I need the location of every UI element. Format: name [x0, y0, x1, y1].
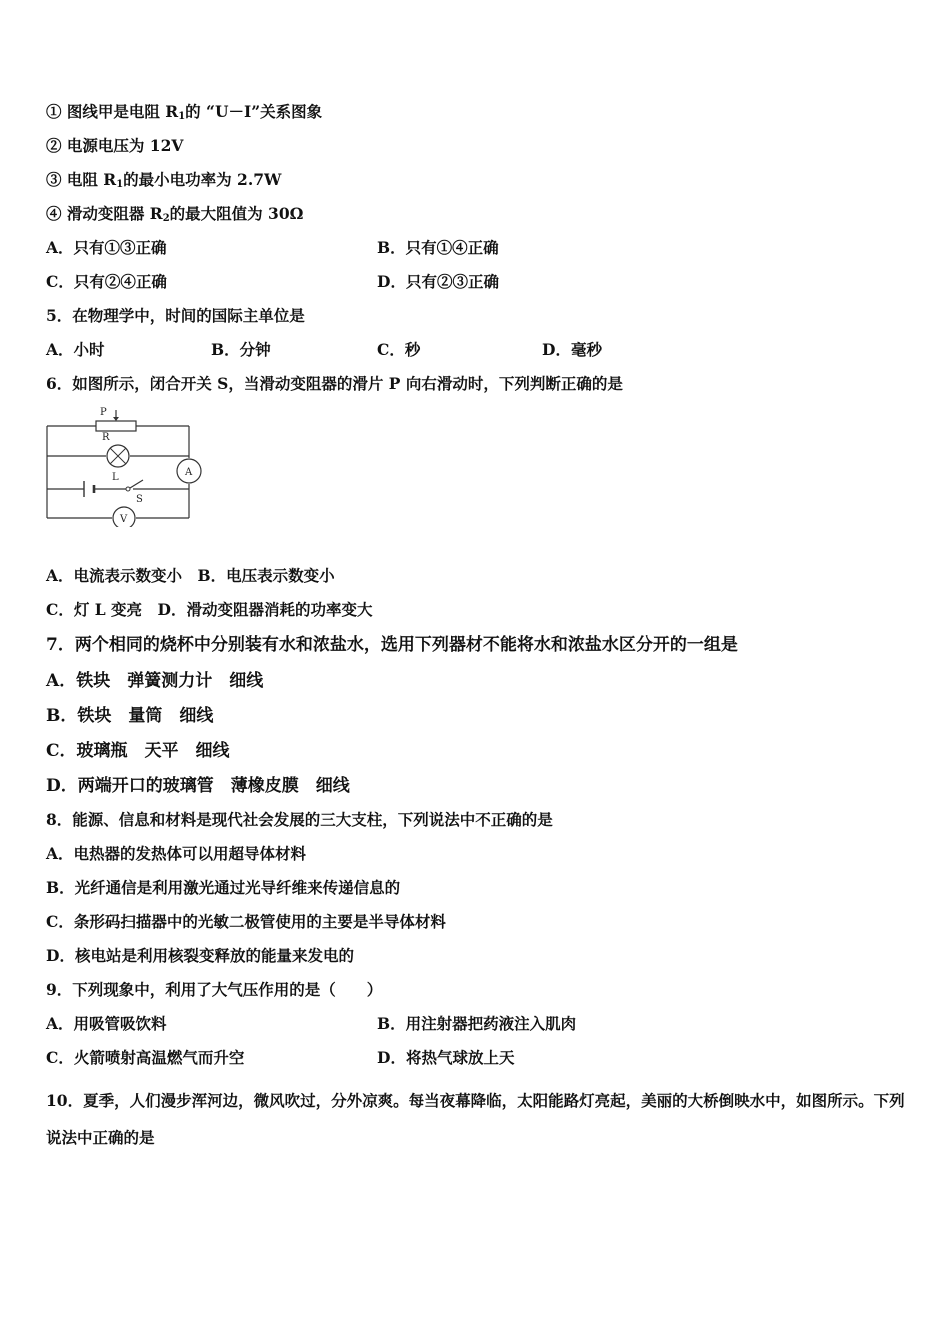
q7-option-d: D．两端开口的玻璃管 薄橡皮膜 细线: [46, 776, 350, 796]
q7-option-c: C．玻璃瓶 天平 细线: [46, 741, 230, 761]
q4-option-a: A．只有①③正确: [46, 238, 167, 257]
q8-option-a: A．电热器的发热体可以用超导体材料: [46, 844, 307, 863]
q7-option-a: A．铁块 弹簧测力计 细线: [46, 671, 264, 691]
q9-option-b: B．用注射器把药液注入肌肉: [377, 1014, 577, 1033]
statement-3: ③ 电阻 $R_1$的最小电功率为 2.7W: [46, 170, 282, 190]
q4-option-b: B．只有①④正确: [377, 238, 499, 257]
battery-symbol: [84, 481, 94, 497]
q8-option-c: C．条形码扫描器中的光敏二极管使用的主要是半导体材料: [46, 912, 446, 931]
label-a: A: [185, 467, 193, 478]
rheostat-symbol: [96, 421, 136, 431]
label-v: V: [120, 514, 128, 525]
q7-stem: 7．两个相同的烧杯中分别装有水和浓盐水，选用下列器材不能将水和浓盐水区分开的一组是: [46, 635, 738, 655]
circuit-diagram: [40, 402, 230, 527]
q4-option-c: C．只有②④正确: [46, 272, 167, 291]
label-p: P: [100, 407, 107, 418]
lamp-symbol: [107, 445, 129, 467]
q8-stem: 8．能源、信息和材料是现代社会发展的三大支柱，下列说法中不正确的是: [46, 810, 553, 829]
q8-option-b: B．光纤通信是利用激光通过光导纤维来传递信息的: [46, 878, 401, 897]
q10-stem: 10．夏季，人们漫步浑河边，微风吹过，分外凉爽。每当夜幕降临，太阳能路灯亮起，美丽的大桥倒映水中，如图所示。下列说法中正确的是: [46, 1091, 905, 1147]
label-l: L: [112, 472, 119, 483]
voltmeter-symbol: [113, 507, 135, 527]
q9-option-d: D．将热气球放上天: [377, 1048, 515, 1067]
q7-option-b: B．铁块 量筒 细线: [46, 706, 214, 726]
label-s: S: [136, 494, 143, 505]
q5-option-c: C．秒: [377, 340, 421, 359]
q9-option-a: A．用吸管吸饮料: [46, 1014, 167, 1033]
statement-4: ④ 滑动变阻器 $R_2$的最大阻值为 30Ω: [46, 204, 304, 224]
q9-option-c: C．火箭喷射高温燃气而升空: [46, 1048, 245, 1067]
q5-option-b: B．分钟: [211, 340, 271, 359]
q6-stem: 6．如图所示，闭合开关 S，当滑动变阻器的滑片 P 向右滑动时，下列判断正确的是: [46, 374, 623, 393]
q8-option-d: D．核电站是利用核裂变释放的能量来发电的: [46, 946, 354, 965]
q5-stem: 5．在物理学中，时间的国际主单位是: [46, 306, 305, 325]
statement-1: ① 图线甲是电阻 $R_1$的 “U－I”关系图象: [46, 102, 323, 122]
q6-options-row1: A．电流表示数变小 B．电压表示数变小: [46, 566, 335, 585]
q9-stem: 9．下列现象中，利用了大气压作用的是（ ）: [46, 980, 383, 999]
q6-options-row2: C．灯 L 变亮 D．滑动变阻器消耗的功率变大: [46, 600, 373, 619]
label-r: R: [102, 432, 110, 443]
statement-2: ② 电源电压为 12V: [46, 136, 184, 155]
ammeter-symbol: [177, 459, 201, 483]
q5-option-a: A．小时: [46, 340, 105, 359]
q4-option-d: D．只有②③正确: [377, 272, 499, 291]
q5-option-d: D．毫秒: [542, 340, 602, 359]
